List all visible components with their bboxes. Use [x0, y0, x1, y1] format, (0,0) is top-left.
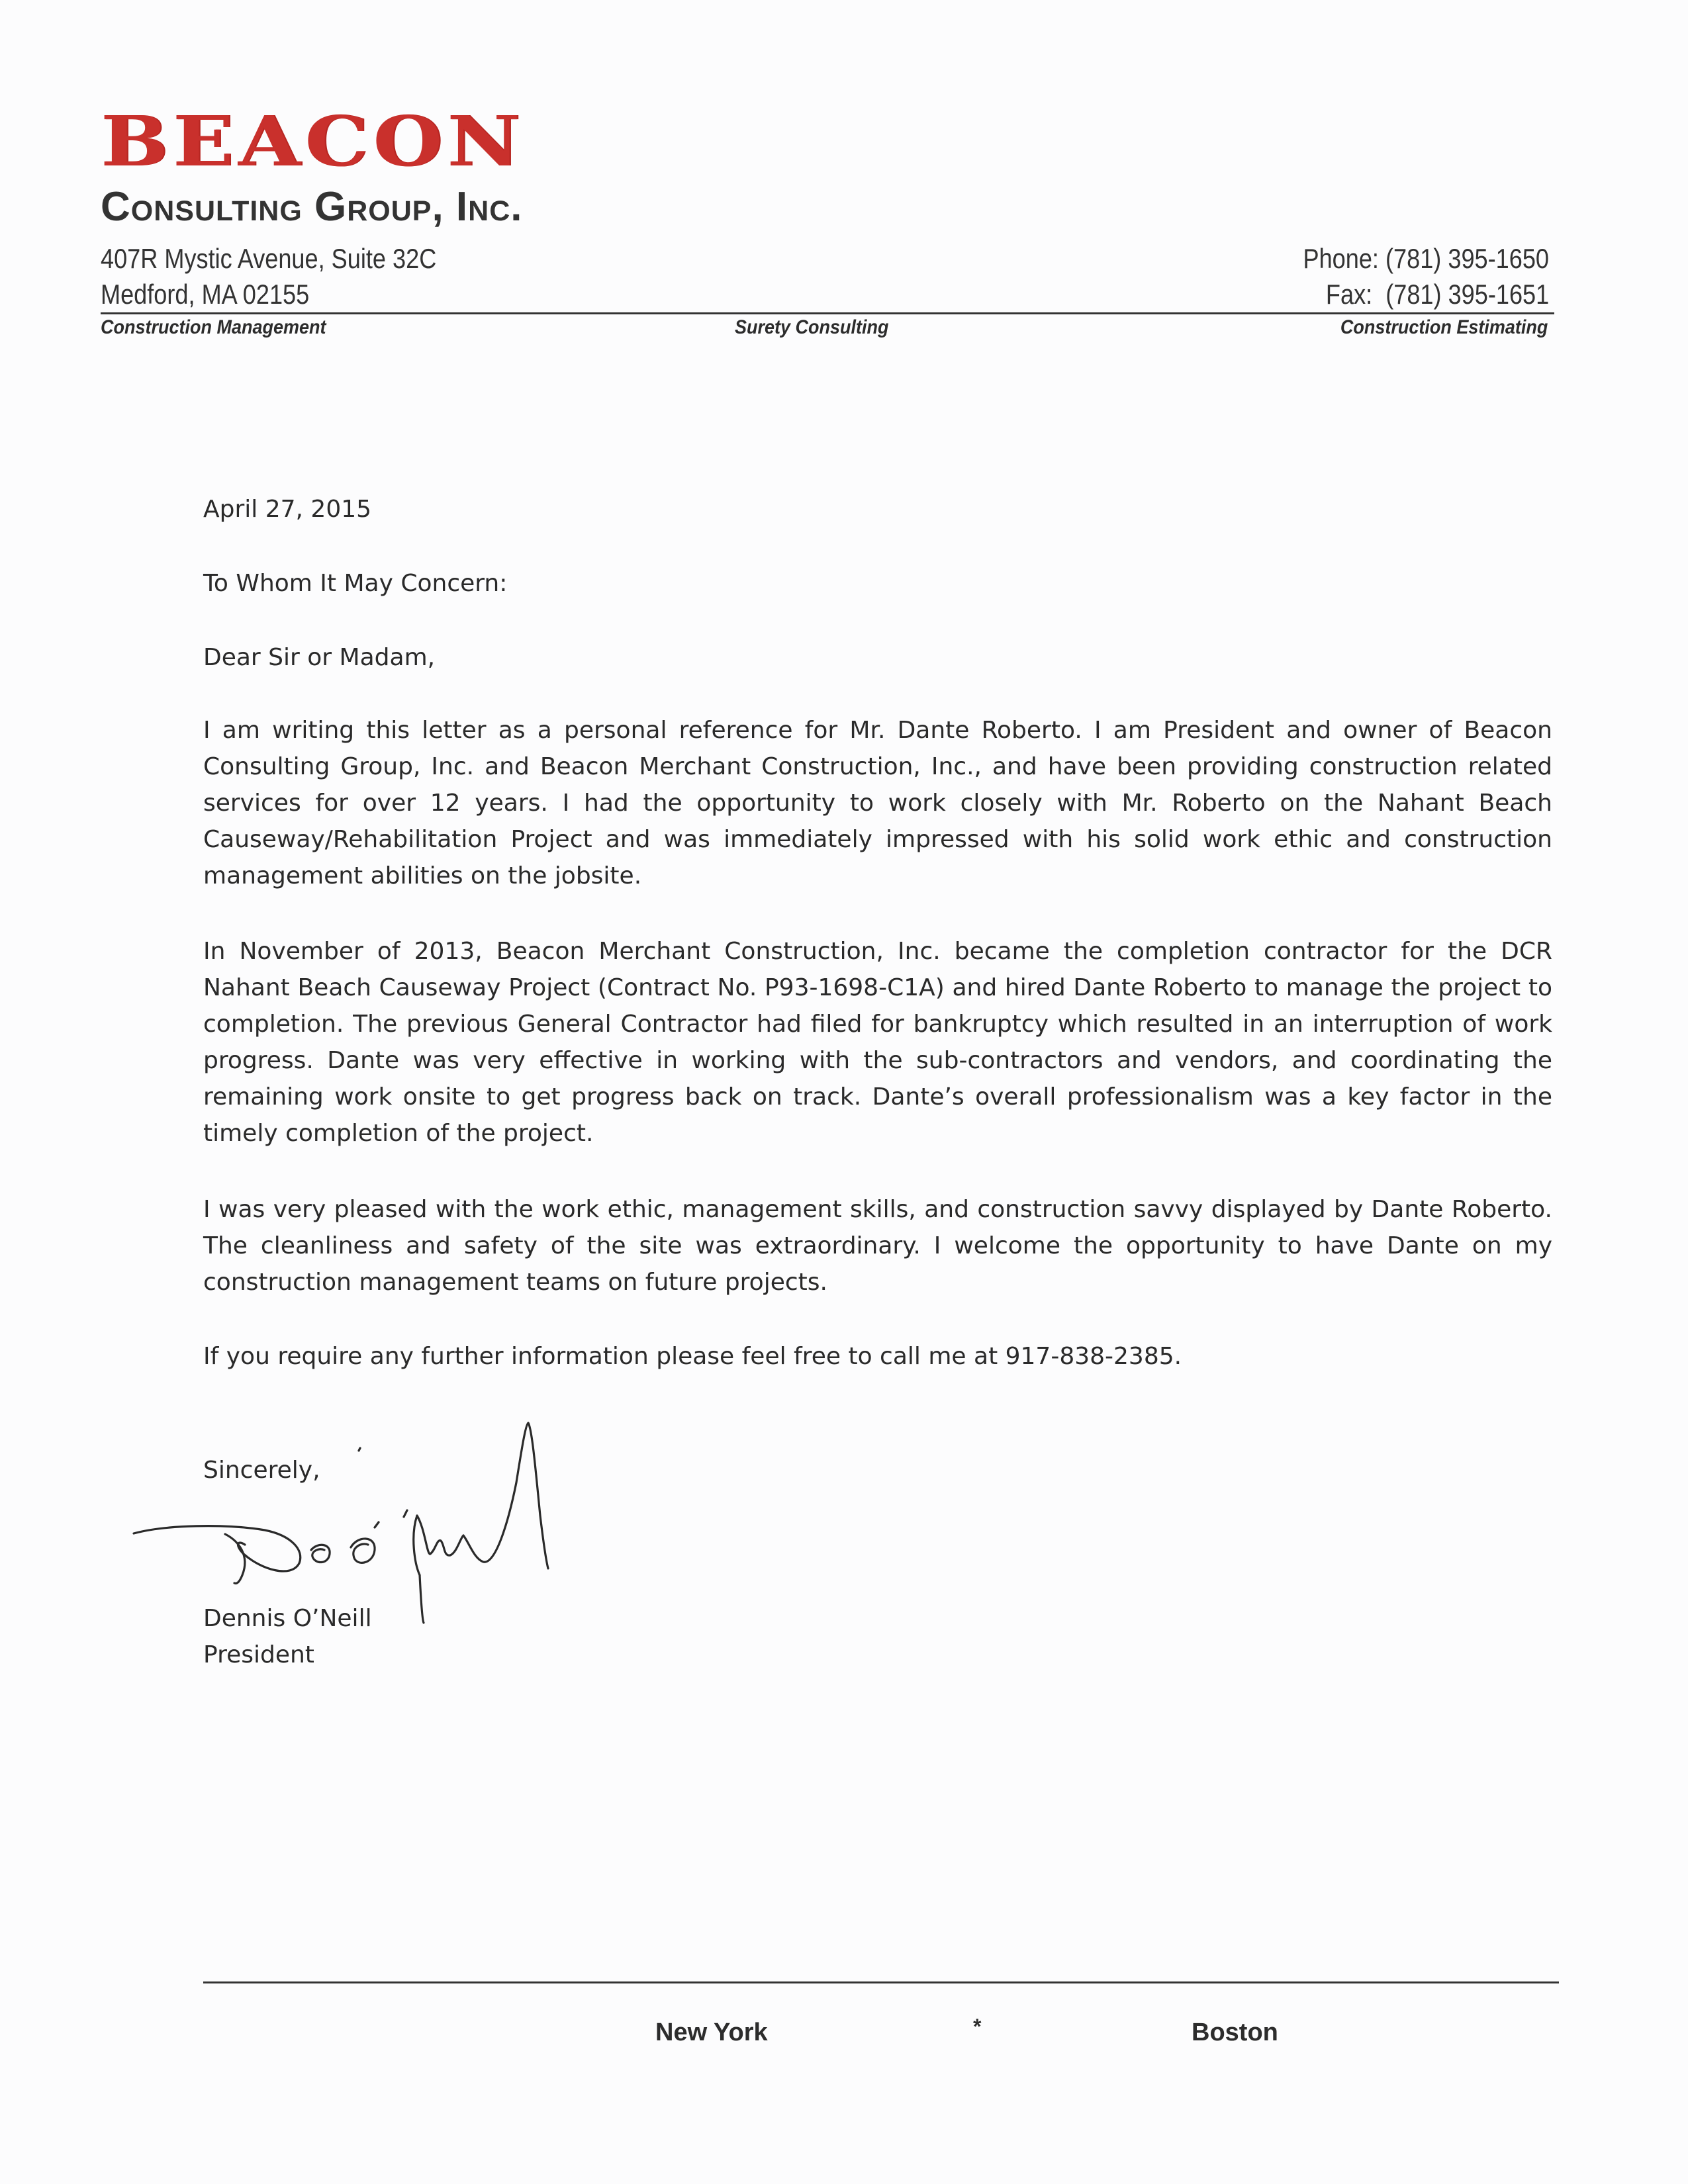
footer-separator: *: [973, 2015, 982, 2038]
footer-divider: [203, 1981, 1559, 1983]
letter-closing: Sincerely,: [203, 1457, 320, 1484]
phone-number: Phone: (781) 395-1650: [1303, 243, 1549, 274]
letter-paragraph-2: In November of 2013, Beacon Merchant Construction, Inc. became the completion contractor for the DCR Nahant Beach Causeway Project (Contract No. P93-1698-C1A) and hired Dante Roberto to manage the project to completion. The previous General Contractor had filed for bankruptcy which resulted in an interruption of work progress. Dante was very effective in working with the sub-contractors and vendors, and coordinating the remaining work onsite to get progress back on track. Dante’s overall professionalism was a key factor in the timely completion of the project.: [203, 938, 1552, 1147]
signer-name: Dennis O’Neill: [203, 1605, 372, 1632]
company-name: Consulting Group, Inc.: [101, 184, 523, 230]
footer-location-boston: Boston: [1192, 2019, 1278, 2046]
footer-location-new-york: New York: [655, 2019, 768, 2046]
signature-image: [126, 1377, 655, 1628]
address-line-1: 407R Mystic Avenue, Suite 32C: [101, 243, 437, 274]
letter-addressee: To Whom It May Concern:: [203, 570, 508, 597]
fax-number: Fax: (781) 395-1651: [1325, 279, 1549, 310]
letterhead-divider: [101, 312, 1554, 314]
letter-paragraph-1: I am writing this letter as a personal reference for Mr. Dante Roberto. I am President and owner of Beacon Consulting Group, Inc. and Beacon Merchant Construction, Inc., and have been providing construction related services for over 12 years. I had the opportunity to work closely with Mr. Roberto on the Nahant Beach Causeway/Rehabilitation Project and was immediately impressed with his solid work ethic and construction management abilities on the jobsite.: [203, 717, 1552, 889]
letter-paragraph-3: I was very pleased with the work ethic, management skills, and construction savvy displayed by Dante Roberto. The cleanliness and safety of the site was extraordinary. I welcome the opportunity to have Dante on my construction management teams on future projects.: [203, 1196, 1552, 1296]
service-construction-management: Construction Management: [101, 316, 326, 338]
letter-paragraph-4: If you require any further information please feel free to call me at 917-838-2385.: [203, 1343, 1182, 1370]
service-surety-consulting: Surety Consulting: [735, 316, 889, 338]
service-construction-estimating: Construction Estimating: [1340, 316, 1548, 338]
signer-title: President: [203, 1641, 314, 1668]
letter-date: April 27, 2015: [203, 496, 372, 523]
address-line-2: Medford, MA 02155: [101, 279, 310, 310]
company-logo: BEACON: [101, 101, 525, 182]
letter-salutation: Dear Sir or Madam,: [203, 644, 436, 671]
